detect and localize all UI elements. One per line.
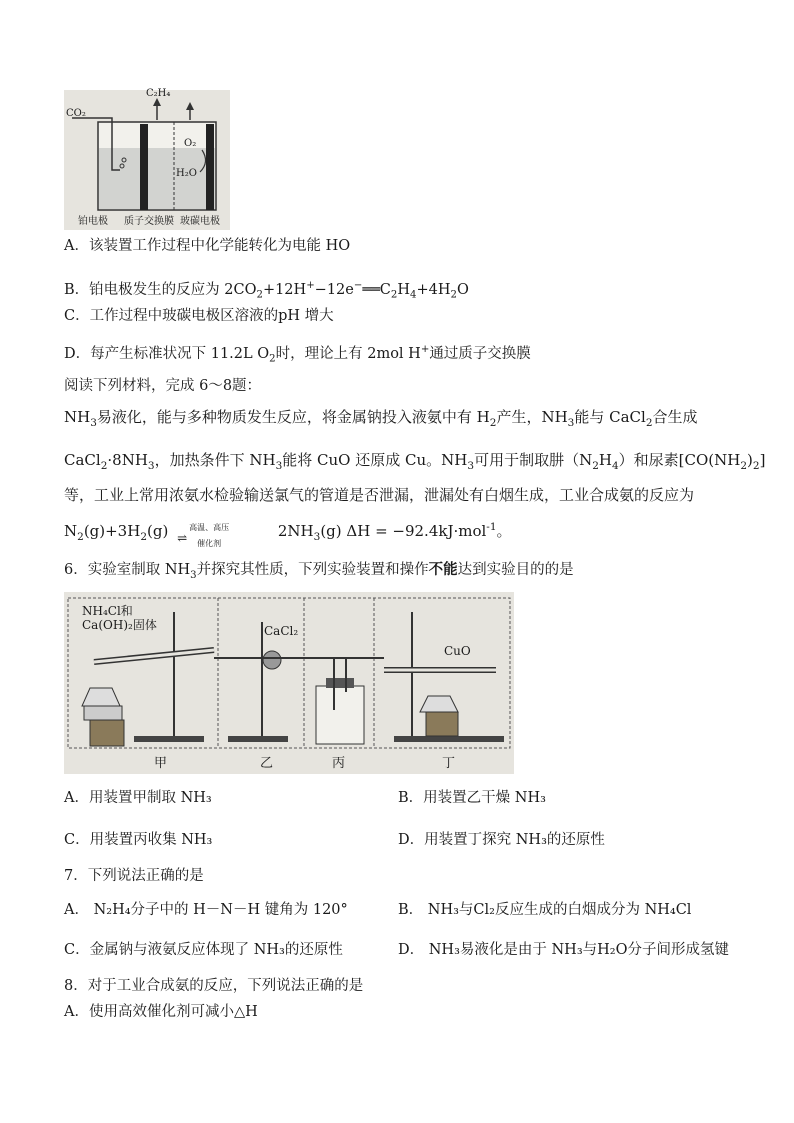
reaction-conditions: 高温、高压 ⇌ 催化剂 <box>177 523 230 548</box>
label-c2h4: C₂H₄ <box>146 88 171 99</box>
q5-option-a: A．该装置工作过程中化学能转化为电能 HO <box>64 238 351 254</box>
q8-option-a: A．使用高效催化剂可减小△H <box>64 1004 258 1020</box>
electrolysis-figure <box>64 90 230 230</box>
q5-option-c: C．工作过程中玻碳电极区溶液的pH 增大 <box>64 308 334 324</box>
equilibrium-arrow-icon: ⇌ <box>177 531 188 545</box>
q6-option-a: A．用装置甲制取 NH₃ <box>64 790 212 806</box>
q8-stem: 8．对于工业合成氨的反应，下列说法正确的是 <box>64 978 364 994</box>
q7-option-c: C．金属钠与液氨反应体现了 NH₃的还原性 <box>64 942 343 958</box>
reading-line-2: $CaCl_2\cdot 8NH_3$，加热条件下 $NH_3$能将 CuO 还原成 Cu。$NH_3$可用于制取肼$(N_2H_4)$和尿素$[CO(NH_2)_2]$ <box>64 451 766 472</box>
caption-gc-electrode: 玻碳电极 <box>180 216 220 227</box>
q7-stem: 7．下列说法正确的是 <box>64 868 204 884</box>
label-cuo: CuO <box>444 644 471 658</box>
q7-option-a: A． N₂H₄分子中的 H－N－H 键角为 120° <box>64 902 348 918</box>
reading-intro: 阅读下列材料，完成 6～8题： <box>64 378 262 394</box>
q6-option-b: B．用装置乙干燥 NH₃ <box>398 790 546 806</box>
label-apparatus-ding: 丁 <box>442 756 456 771</box>
q7-option-d: D． NH₃易液化是由于 NH₃与H₂O分子间形成氢键 <box>398 942 729 958</box>
label-apparatus-bing: 丙 <box>332 756 346 771</box>
label-apparatus-yi: 乙 <box>260 756 274 771</box>
apparatus-figure <box>64 592 514 774</box>
reading-line-1: $NH_3$易液化，能与多种物质发生反应，将金属钠投入液氨中有 $H_2$产生，$NH_3$能与 CaCl$_2$合生成 <box>64 408 698 429</box>
q5-option-b: B．铂电极发生的反应为 $2CO_2+12H^+-12e^-══C_2H_4+4H_2O$ <box>64 280 469 301</box>
q6-option-d: D．用装置丁探究 NH₃的还原性 <box>398 832 605 848</box>
q7-option-b: B． NH₃与Cl₂反应生成的白烟成分为 NH₄Cl <box>398 902 692 918</box>
reading-line-3: 等，工业上常用浓氨水检验输送氯气的管道是否泄漏，泄漏处有白烟生成，工业合成氨的反应为 <box>64 486 695 504</box>
q6-option-c: C．用装置丙收集 NH₃ <box>64 832 213 848</box>
electrolysis-diagram <box>64 90 230 230</box>
q5-option-d: D．每产生标准状况下 11.2L $O_2$时，理论上有 2mol H+通过质子交换膜 <box>64 344 531 365</box>
caption-pt-electrode: 铂电极 <box>78 216 108 227</box>
label-apparatus-jia: 甲 <box>154 756 168 771</box>
label-reagent-line1: NH₄Cl和 <box>82 604 133 618</box>
label-cacl2: CaCl₂ <box>264 624 299 638</box>
label-reagent-line2: Ca(OH)₂固体 <box>82 618 157 632</box>
label-o2: O₂ <box>184 138 197 149</box>
label-co2: CO₂ <box>66 108 86 119</box>
caption-membrane: 质子交换膜 <box>124 216 174 227</box>
label-h2o: H₂O <box>176 168 197 179</box>
q6-stem: 6．实验室制取 $NH_3$并探究其性质，下列实验装置和操作不能达到实验目的的是 <box>64 561 574 581</box>
reading-line-4: $N_2(g)+3H_2(g)$ 高温、高压 ⇌ 催化剂 $2NH_3(g) \Delta H = -92.4kJ\cdot mol^{-1}$。 <box>64 521 512 548</box>
